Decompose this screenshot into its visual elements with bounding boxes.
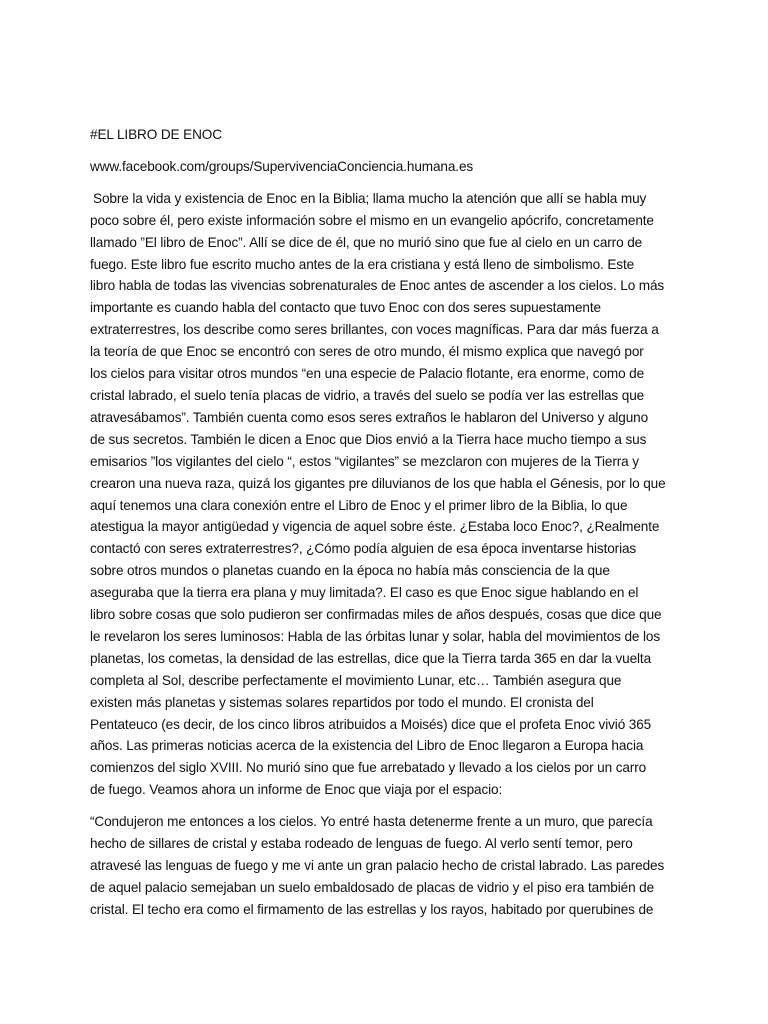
document-heading: #EL LIBRO DE ENOC [90,127,222,142]
text-line: existen más planetas y sistemas solares repartidos por todo el mundo. El cronista del [90,694,594,710]
text-line: cristal labrado, el suelo tenía placas de vidrio, a través del suelo se podía ver las estrellas que [90,387,645,403]
text-line: atravesábamos”. También cuenta como esos seres extraños le hablaron del Universo y alguno [90,409,649,425]
text-line: aquí tenemos una clara conexión entre el Libro de Enoc y el primer libro de la Biblia, lo que [90,497,628,513]
text-line: libro sobre cosas que solo pudieron ser confirmadas miles de años después, cosas que dice que [90,607,662,623]
text-line: contactó con seres extraterrestres?, ¿Cómo podía alguien de esa época inventarse historias [90,541,637,557]
text-line: libro habla de todas las vivencias sobrenaturales de Enoc antes de ascender a los cielos. Lo más [90,278,665,294]
document-page [90,124,682,931]
text-line: la teoría de que Enoc se encontró con seres de otro mundo, él mismo explica que navegó por [90,344,644,360]
text-line: atestigua la mayor antigüedad y vigencia de aquel sobre éste. ¿Estaba loco Enoc?, ¿Realmente [90,519,660,535]
text-line: de aquel palacio semejaban un suelo embaldosado de placas de vidrio y el piso era también de [90,879,655,895]
text-line: años. Las primeras noticias acerca de la existencia del Libro de Enoc llegaron a Europa hacia [90,738,644,754]
text-line: hecho de sillares de cristal y estaba rodeado de lenguas de fuego. Al verlo sentí temor, pero [90,836,633,852]
text-line: Pentateuco (es decir, de los cinco libros atribuidos a Moisés) dice que el profeta Enoc vivió 365 [90,716,652,732]
text-line: planetas, los cometas, la densidad de las estrellas, dice que la Tierra tarda 365 en dar la vuelta [90,650,652,666]
facebook-group-url: www.facebook.com/groups/SupervivenciaConciencia.humana.es [90,158,474,174]
text-line: extraterrestres, los describe como seres brillantes, con voces magníficas. Para dar más fuerza a [90,322,659,338]
text-line: los cielos para visitar otros mundos “en una especie de Palacio flotante, era enorme, como de [90,366,645,382]
text-line: aseguraba que la tierra era plana y muy limitada?. El caso es que Enoc sigue hablando en el [90,585,639,601]
text-line: poco sobre él, pero existe información sobre el mismo en un evangelio apócrifo, concretamente [90,212,654,228]
text-line: completa al Sol, describe perfectamente el movimiento Lunar, etc… También asegura que [90,672,622,688]
text-line: crearon una nueva raza, quizá los gigantes pre diluvianos de los que habla el Génesis, por lo que [90,475,666,491]
text-line: de sus secretos. También le dicen a Enoc que Dios envió a la Tierra hace mucho tiempo a sus [90,431,647,447]
text-line: le revelaron los seres luminosos: Habla de las órbitas lunar y solar, habla del movimientos de los [90,628,661,644]
text-line: cristal. El techo era como el firmamento de las estrellas y los rayos, habitado por querubines de [90,901,654,917]
text-line: Sobre la vida y existencia de Enoc en la Biblia; llama mucho la atención que allí se habla muy [93,190,647,206]
text-line: importante es cuando habla del contacto que tuvo Enoc con dos seres supuestamente [90,300,601,316]
text-line: de fuego. Veamos ahora un informe de Enoc que viaja por el espacio: [90,782,503,798]
text-line: comienzos del siglo XVIII. No murió sino que fue arrebatado y llevado a los cielos por un carro [90,760,647,776]
paragraph-quote [90,811,682,921]
paragraph-intro [90,188,682,801]
text-line: atravesé las lenguas de fuego y me vi ante un gran palacio hecho de cristal labrado. Las paredes [90,858,665,873]
text-line: sobre otros mundos o planetas cuando en la época no había más consciencia de la que [90,563,610,579]
text-line: fuego. Este libro fue escrito mucho antes de la era cristiana y está lleno de simbolismo. Este [90,256,635,272]
text-line: llamado ”El libro de Enoc”. Allí se dice de él, que no murió sino que fue al cielo en un carro de [90,234,643,250]
text-line: “Condujeron me entonces a los cielos. Yo entré hasta detenerme frente a un muro, que parecía [90,814,653,830]
text-line: emisarios ”los vigilantes del cielo “, estos “vigilantes” se mezclaron con mujeres de la Tierra y [90,453,639,469]
